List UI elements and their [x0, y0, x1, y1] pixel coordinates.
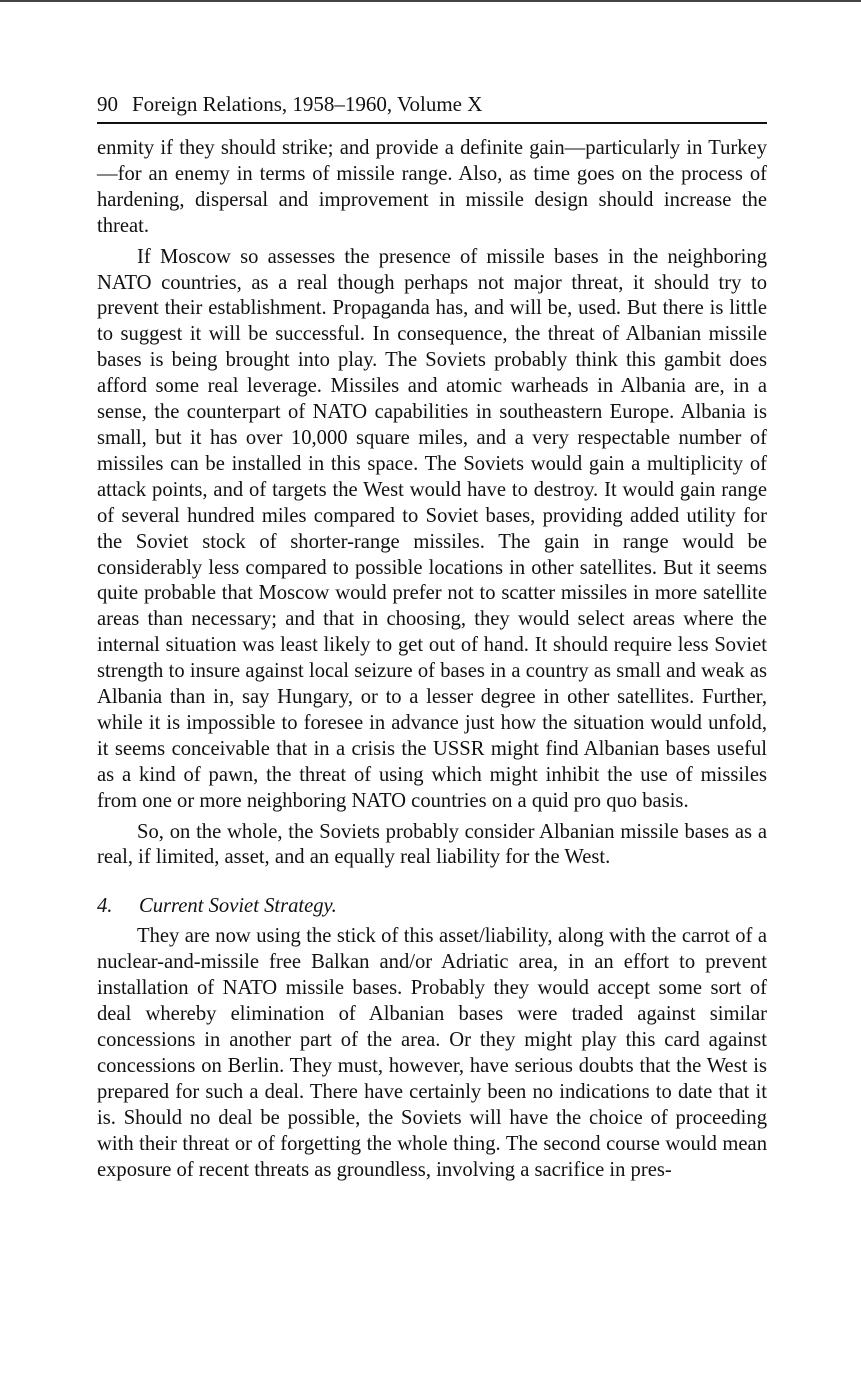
page-number: 90: [97, 92, 118, 116]
document-body: [97, 136, 767, 1183]
running-header-title: Foreign Relations, 1958–1960, Volume X: [132, 92, 483, 116]
document-page: [97, 90, 767, 1183]
paragraph-current-strategy: They are now using the stick of this asset/liability, along with the carrot of a nuclear-and-missile free Balkan and/or Adriatic area, in an effort to prevent installation of NATO missile bases. Probably they would accept some sort of deal whereby elimination of Albanian bases were traded against similar concessions in another part of the area. Or they might play this card against concessions on Berlin. They must, however, have serious doubts that the West is prepared for such a deal. There have certainly been no indications to date that it is. Should no deal be possible, the Soviets will have the choice of proceeding with their threat or of forgetting the whole thing. The second course would mean exposure of recent threats as groundless, involving a sacrifice in pres-: [97, 925, 767, 1181]
paragraph-continued: enmity if they should strike; and provide a definite gain—particularly in Turkey—for an enemy in terms of missile range. Also, as time goes on the process of hardening, dispersal and improvement in missile design should increase the threat.: [97, 137, 767, 237]
paragraph-summary: So, on the whole, the Soviets probably consider Albanian missile bases as a real, if limited, asset, and an equally real liability for the West.: [97, 820, 767, 869]
section-title: Current Soviet Strategy.: [139, 895, 337, 918]
section-number: 4.: [97, 895, 113, 918]
running-header: [97, 90, 767, 124]
paragraph-missile-threat: If Moscow so assesses the presence of missile bases in the neighboring NATO countries, as a real though perhaps not major threat, it should try to prevent their establishment. Propaganda has, and will be, used. But there is little to suggest it will be successful. In consequence, the threat of Albanian missile bases is being brought into play. The Soviets probably think this gambit does afford some real leverage. Missiles and atomic warheads in Albania are, in a sense, the counterpart of NATO capabilities in southeastern Europe. Albania is small, but it has over 10,000 square miles, and a very respectable number of missiles can be installed in this space. The Soviets would gain a multiplicity of attack points, and of targets the West would have to destroy. It would gain range of several hundred miles compared to Soviet bases, providing added utility for the Soviet stock of shorter-range missiles. The gain in range would be considerably less compared to possible locations in other satellites. But it seems quite probable that Moscow would prefer not to scatter missiles in more satellite areas than necessary; and that in choosing, they would select areas where the internal situation was least likely to get out of hand. It should require less Soviet strength to insure against local seizure of bases in a country as small and weak as Albania than in, say Hungary, or to a lesser degree in other satellites. Further, while it is impossible to foresee in advance just how the situation would unfold, it seems conceivable that in a crisis the USSR might find Albanian bases useful as a kind of pawn, the threat of using which might inhibit the use of missiles from one or more neighboring NATO countries on a quid pro quo basis.: [97, 245, 767, 812]
section-heading: [97, 893, 767, 919]
top-edge-rule: [0, 0, 861, 2]
